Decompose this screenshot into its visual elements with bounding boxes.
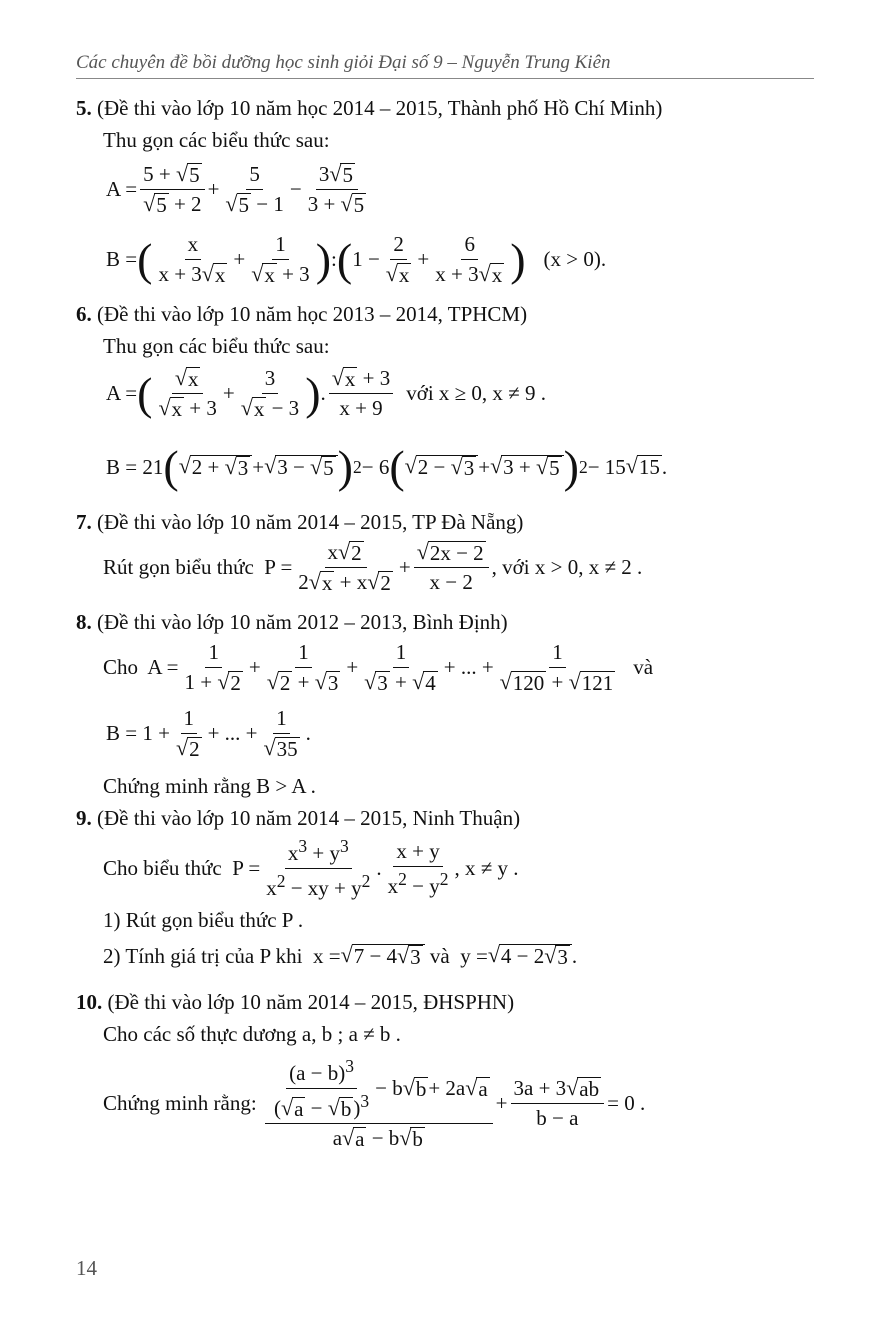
problem-9-part-1: 1) Rút gọn biểu thức P .	[103, 908, 304, 932]
problem-5-expr-a: A = 5 + √ 5 √ 5 + 2 + 5 √ 5 − 1 − 3 √ 5 3 + √ 5	[106, 161, 365, 217]
problem-5-heading: 5. (Đề thi vào lớp 10 năm học 2014 – 2015, Thành phố Hồ Chí Minh)	[76, 96, 663, 120]
problem-6-expr-b: B = 21 ( √ 2 + √ 3 + √ 3 − √ 5 ) 2 − 6 ( √ 2 − √ 3 + √ 3 + √ 5 ) 2 − 15 √ 15 .	[106, 441, 668, 492]
problem-9-heading: 9. (Đề thi vào lớp 10 năm 2014 – 2015, Ninh Thuận)	[76, 806, 521, 830]
running-header: Các chuyên đề bồi dưỡng học sinh giỏi Đại số 9 – Nguyễn Trung Kiên	[76, 52, 814, 79]
problem-9-expr: Cho biểu thức P = $\frac{x^3 + y^3}{x^2 - xy + y^2}$ . $\frac{x + y}{x^2 - y^2}$ , x ≠ y .	[103, 836, 519, 900]
problem-8-expr-a: Cho A = 1 1 + √ 2 + 1 √ 2 + √ 3 + 1 √ 3 + √ 4 + ... + 1 √ 120 + √ 121 và	[103, 640, 654, 695]
problem-8-heading: 8. (Đề thi vào lớp 10 năm 2012 – 2013, Bình Định)	[76, 610, 508, 634]
problem-10-task: Cho các số thực dương a, b ; a ≠ b .	[103, 1022, 401, 1046]
problem-7-expr: Rút gọn biểu thức P = x √ 2 2 √ x + x √ 2 + √ 2x − 2 x − 2 , với x > 0, x ≠ 2 .	[103, 539, 643, 595]
page-number: 14	[76, 1256, 97, 1280]
problem-8-expr-b: B = 1 + 1 √ 2 + ... + 1 √ 35 .	[106, 706, 311, 761]
problem-6-expr-a: A = ( √ x √ x + 3 + 3 √ x − 3 ) . √ x + 3 x + 9 với x ≥ 0, x ≠ 9 .	[106, 365, 546, 421]
problem-8-prove: Chứng minh rằng B > A .	[103, 774, 316, 798]
problem-10-heading: 10. (Đề thi vào lớp 10 năm 2014 – 2015, ĐHSPHN)	[76, 990, 515, 1014]
problem-7-heading: 7. (Đề thi vào lớp 10 năm 2014 – 2015, TP Đà Nẵng)	[76, 510, 524, 534]
problem-6-heading: 6. (Đề thi vào lớp 10 năm học 2013 – 2014, TPHCM)	[76, 302, 528, 326]
problem-5-task: Thu gọn các biểu thức sau:	[103, 128, 330, 152]
problem-5-expr-b: B = ( x x + 3 √ x + 1 √ x + 3 ) : ( 1 − 2 √ x + 6 x + 3 √ x ) (x > 0).	[106, 232, 607, 287]
problem-9-part-2: 2) Tính giá trị của P khi x = √ 7 − 4 √ 3 và y = √ 4 − 2 √ 3 .	[103, 942, 578, 970]
problem-6-task: Thu gọn các biểu thức sau:	[103, 334, 330, 358]
problem-10-expr: Chứng minh rằng: $(a - b)^3$ ( √ a − √ b )$^3$ − b √ b + 2a √ a a √ a − b √ b + 3a + 3 √ ab b − a = 0 .	[103, 1056, 646, 1151]
